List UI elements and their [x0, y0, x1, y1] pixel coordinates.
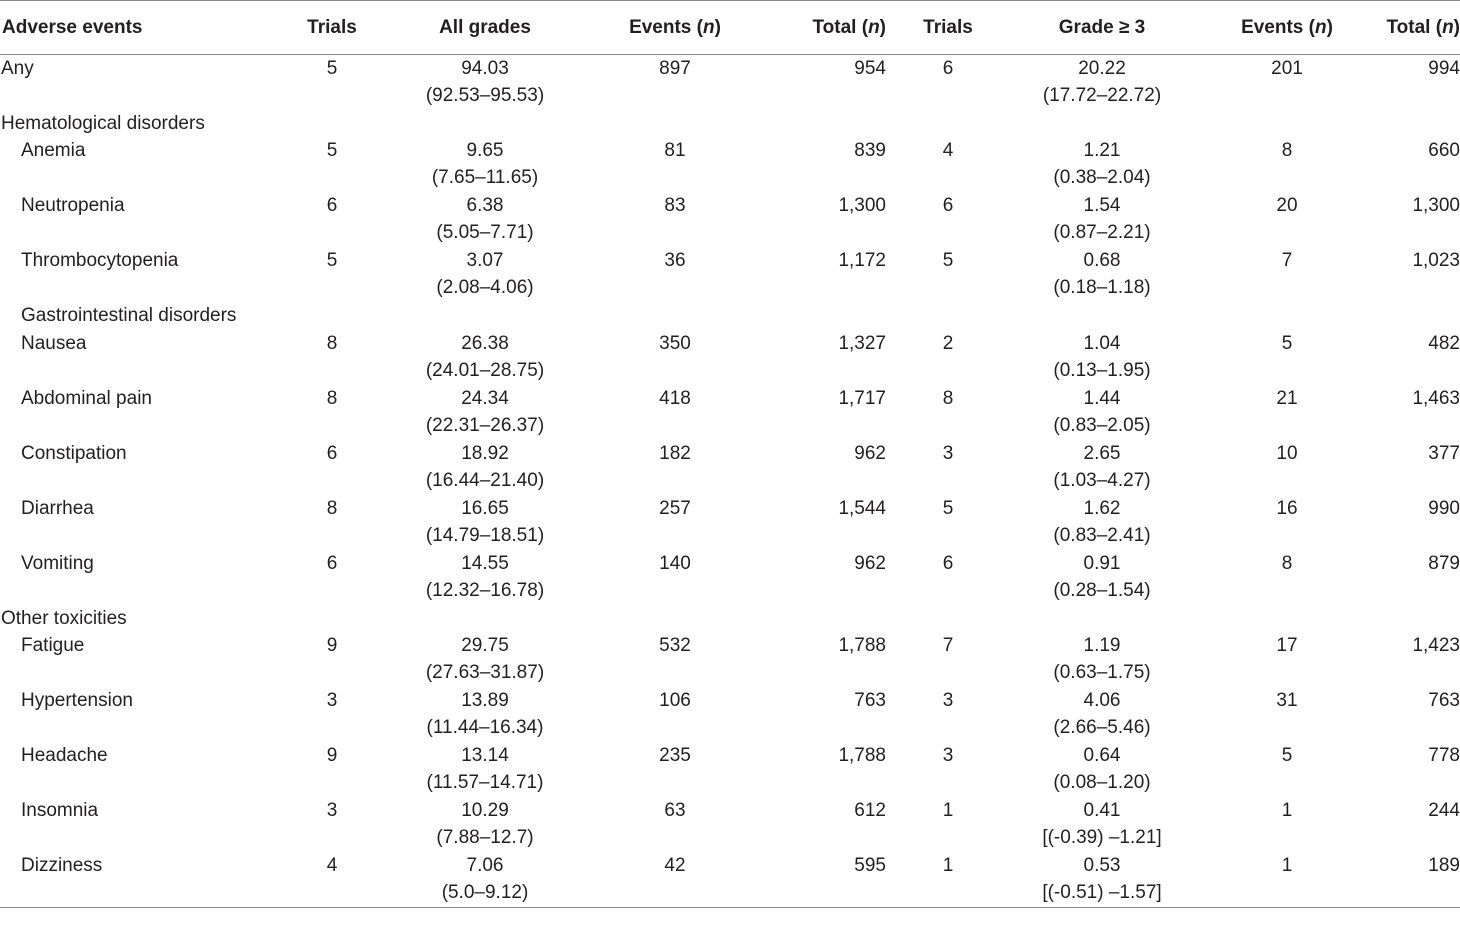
all-grades-cell: [394, 385, 576, 440]
trials-all-cell: 6: [326, 195, 338, 216]
trials-grade3-cell: 1: [942, 800, 954, 821]
all-grades-cell-value: 3.07: [466, 250, 504, 271]
grade3-cell-value: 1.21: [1083, 140, 1121, 161]
events-grade3-cell: 5: [1281, 332, 1293, 354]
adverse-event-name: Thrombocytopenia: [21, 250, 179, 271]
grade3-cell: [1010, 55, 1194, 110]
grade3-cell-ci: (0.83–2.41): [1053, 524, 1151, 546]
events-all-cell: 140: [659, 552, 691, 574]
adverse-event-name: Fatigue: [21, 635, 85, 656]
header-trials-all: Trials: [270, 1, 394, 55]
grade3-cell-ci: (0.63–1.75): [1053, 662, 1151, 683]
trials-all-cell: 5: [326, 58, 338, 79]
section-row: [0, 110, 1460, 138]
events-grade3-cell: 5: [1281, 745, 1293, 766]
events-grade3-cell: 16: [1276, 497, 1298, 519]
events-all-cell: 257: [659, 497, 691, 519]
section-label: Hematological disorders: [1, 112, 205, 134]
table-header: [0, 1, 1460, 55]
grade3-cell: [1010, 330, 1194, 385]
grade3-cell: [1010, 632, 1194, 687]
header-trials-grade3: Trials: [886, 1, 1010, 55]
table-row: [0, 852, 1460, 907]
total-all-cell: 1,544: [838, 497, 886, 519]
events-grade3-cell: 8: [1281, 140, 1293, 161]
trials-grade3-cell: 3: [942, 690, 954, 711]
grade3-cell-ci: (1.03–4.27): [1053, 469, 1151, 491]
all-grades-cell: [394, 55, 576, 110]
all-grades-cell-value: 6.38: [466, 195, 504, 216]
section-row: [0, 302, 1460, 330]
adverse-event-name: Nausea: [21, 332, 87, 354]
header-total-grade3: Total (n): [1380, 1, 1460, 55]
grade3-cell-value: 20.22: [1078, 58, 1126, 79]
events-all-cell: 182: [659, 442, 691, 464]
all-grades-cell: [394, 137, 576, 192]
table-row: [0, 192, 1460, 247]
grade3-cell: [1010, 385, 1194, 440]
trials-all-cell: 8: [326, 332, 338, 354]
events-grade3-cell: 10: [1276, 442, 1298, 464]
all-grades-cell-value: 10.29: [461, 800, 509, 821]
section-label: Gastrointestinal disorders: [21, 305, 237, 326]
table-row: [0, 742, 1460, 797]
events-all-cell: 106: [659, 690, 691, 711]
events-all-cell: 36: [664, 250, 686, 271]
grade3-cell-value: 2.65: [1083, 442, 1121, 464]
all-grades-cell: [394, 742, 576, 797]
grade3-cell: [1010, 742, 1194, 797]
grade3-cell-value: 4.06: [1083, 690, 1121, 711]
events-all-cell: 897: [659, 58, 691, 79]
total-grade3-cell: 1,423: [1412, 635, 1460, 656]
table-row: [0, 495, 1460, 550]
total-grade3-cell: 1,463: [1412, 387, 1460, 409]
trials-grade3-cell: 1: [886, 852, 1010, 907]
grade3-cell: [1010, 550, 1194, 605]
trials-grade3-cell: 6: [942, 58, 954, 79]
grade3-cell: [1010, 687, 1194, 742]
all-grades-cell: [394, 440, 576, 495]
grade3-cell-value: 0.41: [1083, 800, 1121, 821]
grade3-cell-value: 1.04: [1083, 332, 1121, 354]
total-grade3-cell: 660: [1428, 140, 1460, 161]
trials-all-cell: 9: [326, 745, 338, 766]
header-events-grade3: Events (n): [1194, 1, 1380, 55]
header-grade3: Grade ≥ 3: [1010, 1, 1194, 55]
trials-all-cell: 8: [326, 497, 338, 519]
grade3-cell: [1010, 440, 1194, 495]
total-grade3-cell: 990: [1428, 497, 1460, 519]
grade3-cell-value: 0.68: [1083, 250, 1121, 271]
adverse-event-name: Anemia: [21, 140, 86, 161]
all-grades-cell-value: 13.14: [461, 745, 509, 766]
total-grade3-cell: 244: [1428, 800, 1460, 821]
all-grades-cell-ci: (14.79–18.51): [425, 524, 545, 546]
grade3-cell-ci: (2.66–5.46): [1053, 717, 1151, 738]
adverse-event-name: Any: [1, 58, 34, 79]
header-all-grades: All grades: [394, 1, 576, 55]
grade3-cell-ci: (0.13–1.95): [1053, 359, 1151, 381]
events-all-cell: 42: [576, 852, 774, 907]
total-all-cell: 962: [854, 442, 886, 464]
all-grades-cell-value: 13.89: [461, 690, 509, 711]
all-grades-cell-value: 18.92: [461, 442, 509, 464]
grade3-cell: [1010, 247, 1194, 302]
all-grades-cell-ci: (27.63–31.87): [425, 662, 545, 683]
header-total-all: Total (n): [774, 1, 886, 55]
grade3-cell-value: 1.44: [1083, 387, 1121, 409]
table-row: [0, 137, 1460, 192]
all-grades-cell-ci: (12.32–16.78): [425, 579, 545, 601]
adverse-event-name: Abdominal pain: [21, 387, 152, 409]
events-grade3-cell: 1: [1194, 852, 1380, 907]
all-grades-cell: [394, 852, 576, 907]
events-grade3-cell: 17: [1276, 635, 1298, 656]
events-grade3-cell: 20: [1276, 195, 1298, 216]
grade3-cell-ci: (0.87–2.21): [1053, 222, 1151, 243]
all-grades-cell-value: 14.55: [461, 552, 509, 574]
trials-grade3-cell: 4: [942, 140, 954, 161]
events-all-cell: 532: [659, 635, 691, 656]
table-body: [0, 55, 1460, 908]
all-grades-cell-value: 9.65: [466, 140, 504, 161]
events-all-cell: 63: [664, 800, 686, 821]
adverse-event-name: Headache: [21, 745, 108, 766]
events-grade3-cell: 21: [1276, 387, 1298, 409]
total-all-cell: 763: [854, 690, 886, 711]
all-grades-cell: [394, 632, 576, 687]
table-row: [0, 632, 1460, 687]
trials-grade3-cell: 5: [942, 497, 954, 519]
total-grade3-cell: 994: [1428, 58, 1460, 79]
all-grades-cell-value: 29.75: [461, 635, 509, 656]
section-label: Other toxicities: [1, 607, 127, 629]
total-all-cell: 839: [854, 140, 886, 161]
adverse-event-name: Insomnia: [21, 800, 99, 821]
all-grades-cell: [394, 687, 576, 742]
trials-grade3-cell: 3: [942, 442, 954, 464]
total-grade3-cell: 377: [1428, 442, 1460, 464]
grade3-cell: [1010, 192, 1194, 247]
grade3-cell-ci: (0.28–1.54): [1053, 579, 1151, 601]
grade3-cell-value: 0.64: [1083, 745, 1121, 766]
total-grade3-cell: 879: [1428, 552, 1460, 574]
all-grades-cell: [394, 495, 576, 550]
grade3-cell: [1010, 852, 1194, 907]
adverse-event-name: Hypertension: [21, 690, 133, 711]
grade3-cell: [1010, 797, 1194, 852]
trials-all-cell: 6: [326, 442, 338, 464]
grade3-cell-value: 1.62: [1083, 497, 1121, 519]
grade3-cell-ci: (17.72–22.72): [1042, 85, 1162, 106]
trials-grade3-cell: 2: [942, 332, 954, 354]
grade3-cell-ci: (0.08–1.20): [1053, 772, 1151, 793]
events-grade3-cell: 8: [1281, 552, 1293, 574]
trials-all-cell: 5: [326, 250, 338, 271]
table-row: [0, 440, 1460, 495]
grade3-cell: [1010, 495, 1194, 550]
all-grades-cell: [394, 247, 576, 302]
all-grades-cell-ci: (7.65–11.65): [431, 167, 539, 188]
all-grades-cell-ci: (2.08–4.06): [436, 277, 534, 298]
all-grades-cell: [394, 797, 576, 852]
events-grade3-cell: 201: [1271, 58, 1303, 79]
table-row: [0, 247, 1460, 302]
all-grades-cell: [394, 550, 576, 605]
all-grades-cell-ci: (92.53–95.53): [425, 85, 545, 106]
all-grades-cell-value: 26.38: [461, 332, 509, 354]
table-row: [0, 55, 1460, 110]
events-all-cell: 235: [659, 745, 691, 766]
table-row: [0, 687, 1460, 742]
all-grades-cell-value: 94.03: [461, 58, 509, 79]
trials-all-cell: 5: [326, 140, 338, 161]
header-events-all: Events (n): [576, 1, 774, 55]
events-all-cell: 81: [664, 140, 686, 161]
events-grade3-cell: 1: [1281, 800, 1293, 821]
total-grade3-cell: 1,023: [1412, 250, 1460, 271]
trials-all-cell: 3: [326, 800, 338, 821]
all-grades-cell-value: 24.34: [461, 387, 509, 409]
events-all-cell: 350: [659, 332, 691, 354]
trials-all-cell: 9: [326, 635, 338, 656]
grade3-cell-ci: [(-0.51) –1.57]: [1042, 882, 1162, 903]
table-row: [0, 330, 1460, 385]
events-grade3-cell: 7: [1281, 250, 1293, 271]
total-all-cell: 962: [854, 552, 886, 574]
adverse-event-name: Dizziness: [0, 852, 270, 907]
total-all-cell: 1,300: [838, 195, 886, 216]
trials-grade3-cell: 6: [942, 195, 954, 216]
grade3-cell: [1010, 137, 1194, 192]
table-row: [0, 550, 1460, 605]
header-row: [0, 1, 1460, 55]
total-all-cell: 612: [854, 800, 886, 821]
grade3-cell-ci: (0.83–2.05): [1053, 414, 1151, 436]
trials-all-cell: 6: [326, 552, 338, 574]
grade3-cell-ci: [(-0.39) –1.21]: [1042, 827, 1162, 848]
section-row: [0, 605, 1460, 633]
total-grade3-cell: 189: [1380, 852, 1460, 907]
total-all-cell: 595: [774, 852, 886, 907]
all-grades-cell-ci: (11.57–14.71): [426, 772, 544, 793]
table-row: [0, 797, 1460, 852]
grade3-cell-ci: (0.18–1.18): [1053, 277, 1151, 298]
events-grade3-cell: 31: [1276, 690, 1298, 711]
all-grades-cell-ci: (5.0–9.12): [441, 882, 529, 903]
total-all-cell: 1,788: [838, 745, 886, 766]
adverse-event-name: Diarrhea: [21, 497, 94, 519]
events-all-cell: 418: [659, 387, 691, 409]
total-all-cell: 1,717: [838, 387, 886, 409]
all-grades-cell-ci: (16.44–21.40): [425, 469, 545, 491]
total-all-cell: 1,788: [838, 635, 886, 656]
grade3-cell-value: 1.19: [1083, 635, 1121, 656]
trials-all-cell: 8: [326, 387, 338, 409]
grade3-cell-value: 0.91: [1083, 552, 1121, 574]
all-grades-cell-ci: (11.44–16.34): [426, 717, 544, 738]
total-all-cell: 954: [854, 58, 886, 79]
all-grades-cell: [394, 330, 576, 385]
adverse-event-name: Vomiting: [21, 552, 94, 574]
total-grade3-cell: 763: [1428, 690, 1460, 711]
trials-grade3-cell: 5: [942, 250, 954, 271]
all-grades-cell-ci: (24.01–28.75): [425, 359, 545, 381]
trials-grade3-cell: 8: [942, 387, 954, 409]
all-grades-cell-value: 16.65: [461, 497, 509, 519]
adverse-event-name: Constipation: [21, 442, 127, 464]
all-grades-cell-value: 7.06: [466, 855, 504, 876]
total-grade3-cell: 482: [1428, 332, 1460, 354]
trials-grade3-cell: 3: [942, 745, 954, 766]
grade3-cell-ci: (0.38–2.04): [1053, 167, 1151, 188]
all-grades-cell: [394, 192, 576, 247]
grade3-cell-value: 1.54: [1083, 195, 1121, 216]
total-grade3-cell: 1,300: [1412, 195, 1460, 216]
all-grades-cell-ci: (5.05–7.71): [436, 222, 534, 243]
events-all-cell: 83: [664, 195, 686, 216]
table-row: [0, 385, 1460, 440]
adverse-event-name: Neutropenia: [21, 195, 125, 216]
trials-all-cell: 3: [326, 690, 338, 711]
total-grade3-cell: 778: [1428, 745, 1460, 766]
all-grades-cell-ci: (7.88–12.7): [436, 827, 534, 848]
total-all-cell: 1,327: [838, 332, 886, 354]
trials-grade3-cell: 7: [942, 635, 954, 656]
header-adverse-events: Adverse events: [0, 1, 270, 55]
all-grades-cell-ci: (22.31–26.37): [425, 414, 545, 436]
grade3-cell-value: 0.53: [1083, 855, 1121, 876]
trials-grade3-cell: 6: [942, 552, 954, 574]
trials-all-cell: 4: [270, 852, 394, 907]
total-all-cell: 1,172: [838, 250, 886, 271]
